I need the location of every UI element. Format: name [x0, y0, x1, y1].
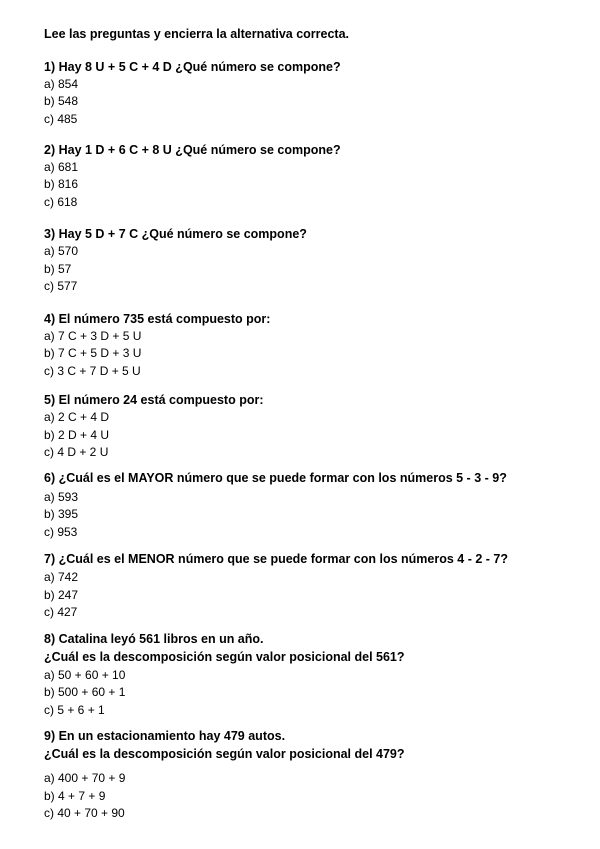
question-8-option-c[interactable]: c) 5 + 6 + 1 — [44, 703, 105, 717]
question-2-option-a[interactable]: a) 681 — [44, 160, 79, 174]
question-5-text: 5) El número 24 está compuesto por: — [44, 393, 264, 407]
question-4-option-a[interactable]: a) 7 C + 3 D + 5 U — [44, 329, 142, 343]
question-6-option-b[interactable]: b) 395 — [44, 507, 79, 521]
question-3-option-a[interactable]: a) 570 — [44, 244, 79, 258]
question-7-option-a[interactable]: a) 742 — [44, 570, 79, 584]
question-2-text: 2) Hay 1 D + 6 C + 8 U ¿Qué número se compone? — [44, 143, 341, 157]
question-6-option-c[interactable]: c) 953 — [44, 525, 78, 539]
question-1-option-a[interactable]: a) 854 — [44, 77, 79, 91]
question-1-text: 1) Hay 8 U + 5 C + 4 D ¿Qué número se compone? — [44, 60, 341, 74]
question-1-option-c[interactable]: c) 485 — [44, 112, 78, 126]
question-6-option-a[interactable]: a) 593 — [44, 490, 79, 504]
question-9-option-a[interactable]: a) 400 + 70 + 9 — [44, 771, 126, 785]
question-8-subtext: ¿Cuál es la descomposición según valor posicional del 561? — [44, 650, 405, 664]
question-5-option-a[interactable]: a) 2 C + 4 D — [44, 410, 110, 424]
question-3-text: 3) Hay 5 D + 7 C ¿Qué número se compone? — [44, 227, 307, 241]
question-2-option-c[interactable]: c) 618 — [44, 195, 78, 209]
question-4-text: 4) El número 735 está compuesto por: — [44, 312, 271, 326]
question-7-option-b[interactable]: b) 247 — [44, 588, 79, 602]
question-5-option-c[interactable]: c) 4 D + 2 U — [44, 445, 109, 459]
question-9-option-c[interactable]: c) 40 + 70 + 90 — [44, 806, 125, 820]
question-9-text: 9) En un estacionamiento hay 479 autos. — [44, 729, 286, 743]
question-9-option-b[interactable]: b) 4 + 7 + 9 — [44, 789, 106, 803]
question-6-text: 6) ¿Cuál es el MAYOR número que se puede formar con los números 5 - 3 - 9? — [44, 471, 507, 485]
instruction-text: Lee las preguntas y encierra la alternativa correcta. — [44, 27, 350, 41]
question-8-text: 8) Catalina leyó 561 libros en un año. — [44, 632, 264, 646]
question-7-text: 7) ¿Cuál es el MENOR número que se puede formar con los números 4 - 2 - 7? — [44, 552, 508, 566]
question-4-option-c[interactable]: c) 3 C + 7 D + 5 U — [44, 364, 141, 378]
question-4-option-b[interactable]: b) 7 C + 5 D + 3 U — [44, 346, 142, 360]
question-7-option-c[interactable]: c) 427 — [44, 605, 78, 619]
question-9-subtext: ¿Cuál es la descomposición según valor posicional del 479? — [44, 747, 405, 761]
question-3-option-b[interactable]: b) 57 — [44, 262, 72, 276]
question-8-option-b[interactable]: b) 500 + 60 + 1 — [44, 685, 126, 699]
question-2-option-b[interactable]: b) 816 — [44, 177, 79, 191]
question-1-option-b[interactable]: b) 548 — [44, 94, 79, 108]
question-5-option-b[interactable]: b) 2 D + 4 U — [44, 428, 110, 442]
question-8-option-a[interactable]: a) 50 + 60 + 10 — [44, 668, 126, 682]
question-3-option-c[interactable]: c) 577 — [44, 279, 78, 293]
